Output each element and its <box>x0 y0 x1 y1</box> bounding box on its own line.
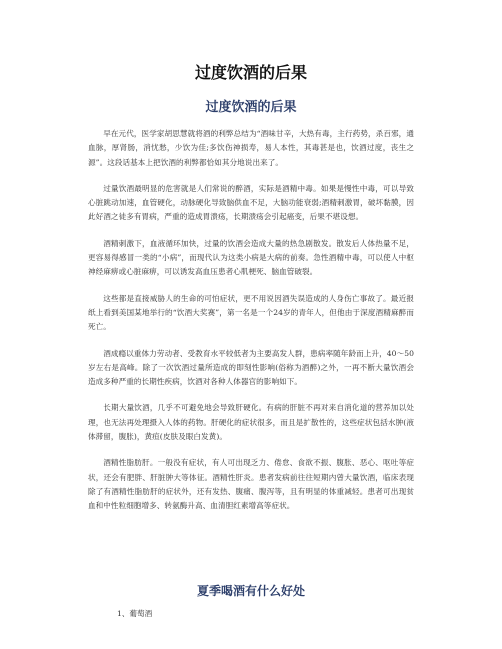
paragraph: 过量饮酒最明显的危害就是人们常说的醉酒，实际是酒精中毒。如果是慢性中毒，可以导致心脏跳动加速，血管硬化，动脉硬化导致脑供血不足，大脑功能衰弱;酒精刺激胃，破坏黏膜，因此好酒之徒多有胃病，严重的造成胃溃疡，长期溃疡会引起癌变，后果不堪设想。 <box>88 183 414 222</box>
section-heading: 夏季喝酒有什么好处 <box>196 584 305 598</box>
paragraph: 酒精性脂肪肝。一般没有症状，有人可出现乏力、倦怠、食欲不振、腹胀、恶心、呕吐等症状，还会有肥胖、肝脏肿大等体征。酒精性肝炎。患者发病前往往短期内曾大量饮酒，临床表现除了有酒精性脂肪肝的症状外，还有发热、腹痛、腹泻等，且有明显的体重减轻。患者可出现贫血和中性粒细胞增多、转氨酶升高、血清胆红素增高等症状。 <box>88 458 414 511</box>
paragraph: 这些都是直接威胁人的生命的可怕症状，更不用说因酒失误造成的人身伤亡事故了。最近报纸上看到美国某地举行的“饮酒大奖赛”，第一名是一个24岁的青年人，但他由于深度酒精麻醉而死亡。 <box>88 293 414 332</box>
article-heading: 过度饮酒的后果 <box>205 100 297 115</box>
paragraph: 长期大量饮酒，几乎不可避免地会导致肝硬化。有病的肝脏不再对来自消化道的营养加以处理，也无法再处理摄入人体的药物。肝硬化的症状很多，而且是扩散性的，这些症状包括水肿(液体滞留，腹胀)，黄疸(皮肤及眼白发黄)。 <box>88 403 414 442</box>
paragraph: 早在元代，医学家胡思慧就将酒的利弊总结为“酒味甘辛，大热有毒，主行药势，杀百邪，通血脉，厚肾肠，消忧愁，少饮为佳;多饮伤神损寿，易人本性，其毒甚是也，饮酒过度，丧生之源”。这段话基本上把饮酒的利弊都恰如其分地说出来了。 <box>88 129 414 167</box>
page-title: 过度饮酒的后果 <box>194 63 307 82</box>
paragraph: 酒精刺激下，血液循环加快，过量的饮酒会造成大量的热急剧散发。散发后人体热量不足，更容易得感冒一类的“小病”，而现代认为这类小病是大病的前奏。急性酒精中毒，可以使人中枢神经麻痹或心脏麻痹，可以诱发高血压患者心肌梗死、脑血管破裂。 <box>88 238 414 277</box>
list-item: 1、葡萄酒 <box>117 609 153 618</box>
article-body <box>88 127 414 526</box>
paragraph: 酒成瘾以重体力劳动者、受教育水平较低者为主要高发人群，患病率随年龄而上升，40～50岁左右是高峰。除了一次饮酒过量所造成的即刻性影响(俗称为酒醉)之外，一再不断大量饮酒会造成多种严重的长期性疾病，饮酒对各种人体器官的影响如下。 <box>88 348 414 387</box>
